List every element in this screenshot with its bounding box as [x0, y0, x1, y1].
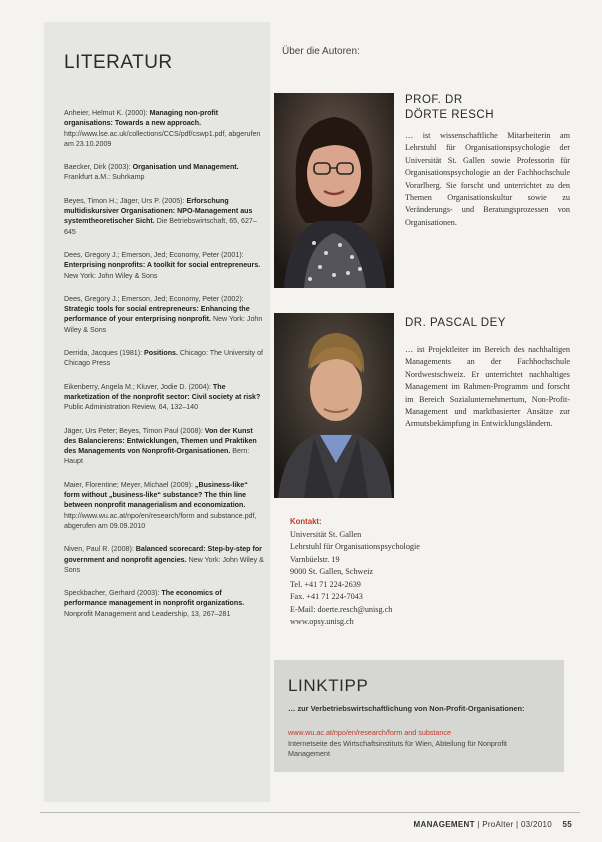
reference-item: Jäger, Urs Peter; Beyes, Timon Paul (2008): Von der Kunst des Balancierens: Entwicklungen, Themen und Praktiken des Managements von Nonprofit-Organisationen. Bern: Haupt	[64, 426, 257, 466]
footer-magazine: ProAlter	[482, 820, 514, 829]
reference-item: Dees, Gregory J.; Emerson, Jed; Economy, Peter (2001): Enterprising nonprofits: A toolkit for social entrepreneurs. New York: John Wiley & Sons	[64, 250, 261, 280]
contact-email: E-Mail: doerte.resch@unisg.ch	[290, 604, 393, 614]
linktipp-title: LINKTIPP	[288, 676, 369, 695]
footer-divider	[40, 812, 580, 813]
contact-block	[290, 516, 550, 629]
author-name-dey	[405, 316, 506, 331]
author-name-resch	[405, 93, 494, 123]
footer-section: MANAGEMENT	[413, 820, 475, 829]
about-authors-heading: Über die Autoren:	[282, 46, 360, 57]
contact-line: Universität St. Gallen	[290, 529, 362, 539]
contact-website: www.opsy.unisg.ch	[290, 617, 354, 626]
contact-fax: Fax. +41 71 224-7043	[290, 592, 363, 601]
author-photo-resch	[274, 93, 394, 288]
reference-item: Speckbacher, Gerhard (2003): The economics of performance management in nonprofit organizations. Nonprofit Management and Leadership, 13, 267–281	[64, 589, 245, 618]
author-name-line: PROF. DR	[405, 94, 463, 106]
author-bio-resch: … ist wissenschaftliche Mitarbeiterin am Lehrstuhl für Organisationspsychologie der Universität St. Gallen sowie Professorin für Organisationspsychologie an der Fachhochschule Vorarlberg. Sie forscht und unterrichtet zu den Themen Organisationskultur sowie zu Veränderungs- und Beratungsprozessen von Organisationen.	[405, 131, 570, 227]
footer-separator: |	[477, 820, 483, 829]
contact-label: Kontakt:	[290, 517, 322, 526]
reference-item: Derrida, Jacques (1981): Positions. Chicago: The University of Chicago Press	[64, 349, 263, 368]
linktipp-box	[274, 660, 564, 772]
linktipp-description: Internetseite des Wirtschaftsinstituts für Wien, Abteilung für Nonprofit Management	[288, 739, 507, 758]
linktipp-subtitle: … zur Verbetriebswirtschaftlichung von Non-Profit-Organisationen:	[288, 704, 525, 713]
reference-item: Niven, Paul R. (2008): Balanced scorecard: Step-by-step for government and nonprofit agencies. New York: John Wiley & Sons	[64, 545, 264, 574]
reference-item: Eikenberry, Angela M.; Kluver, Jodie D. (2004): The marketization of the nonprofit sector: Civil society at risk? Public Administration Review, 64, 132–140	[64, 382, 261, 412]
page-footer	[414, 820, 572, 829]
author-name-line: DR. PASCAL DEY	[405, 317, 506, 329]
contact-line: Varnbüelstr. 19	[290, 554, 340, 564]
page-number: 55	[562, 820, 572, 829]
reference-item: Baecker, Dirk (2003): Organisation und Management. Frankfurt a.M.: Suhrkamp	[64, 163, 239, 182]
contact-line: Lehrstuhl für Organisationspsychologie	[290, 542, 420, 551]
reference-item: Beyes, Timon H.; Jäger, Urs P. (2005): Erforschung multidiskursiver Organisationen: NPO-Management aus systemtheoretischer Sicht. Die Betriebswirtschaft, 65, 627–645	[64, 196, 257, 236]
footer-separator: |	[516, 820, 521, 829]
reference-item: Dees, Gregory J.; Emerson, Jed; Economy, Peter (2002): Strategic tools for social entrepreneurs: Enhancing the performance of your enterprising nonprofit. New York: John Wiley & Sons	[64, 294, 263, 334]
contact-phone: Tel. +41 71 224-2639	[290, 579, 361, 589]
footer-issue: 03/2010	[520, 820, 552, 829]
reference-item: Anheier, Helmut K. (2000): Managing non-profit organisations: Towards a new approach. http://www.lse.ac.uk/collections/CCS/pdf/cswp1.pdf, abgerufen am 23.10.2009	[64, 109, 261, 148]
literature-title: LITERATUR	[64, 52, 173, 73]
contact-line: 9000 St. Gallen, Schweiz	[290, 567, 373, 576]
author-bio-dey: … ist Projektleiter im Bereich des nachhaltigen Managements an der Fachhochschule Nordwestschweiz. Er unterrichtet nachhaltiges Management im Rahmen-Programm und forscht im Bereich Sozialunternehmertum, Non-Profit-Management und marktbasierter Ansätze zur Armutsbekämpfung in Entwicklungsländern.	[405, 345, 570, 429]
linktipp-link[interactable]: www.wu.ac.at/npo/en/research/form and substance	[288, 728, 452, 737]
reference-item: Maier, Florentine; Meyer, Michael (2009): „Business-like“ form without „business-like“ substance? The thin line between nonprofit managerialism and economization. http://www.wu.ac.at/npo/en/research/form and substance.pdf, abgerufen am 09.09.2010	[64, 480, 257, 530]
reference-list	[64, 108, 264, 632]
literature-column	[44, 22, 270, 802]
author-name-line: DÖRTE RESCH	[405, 109, 494, 121]
author-photo-dey	[274, 313, 394, 498]
